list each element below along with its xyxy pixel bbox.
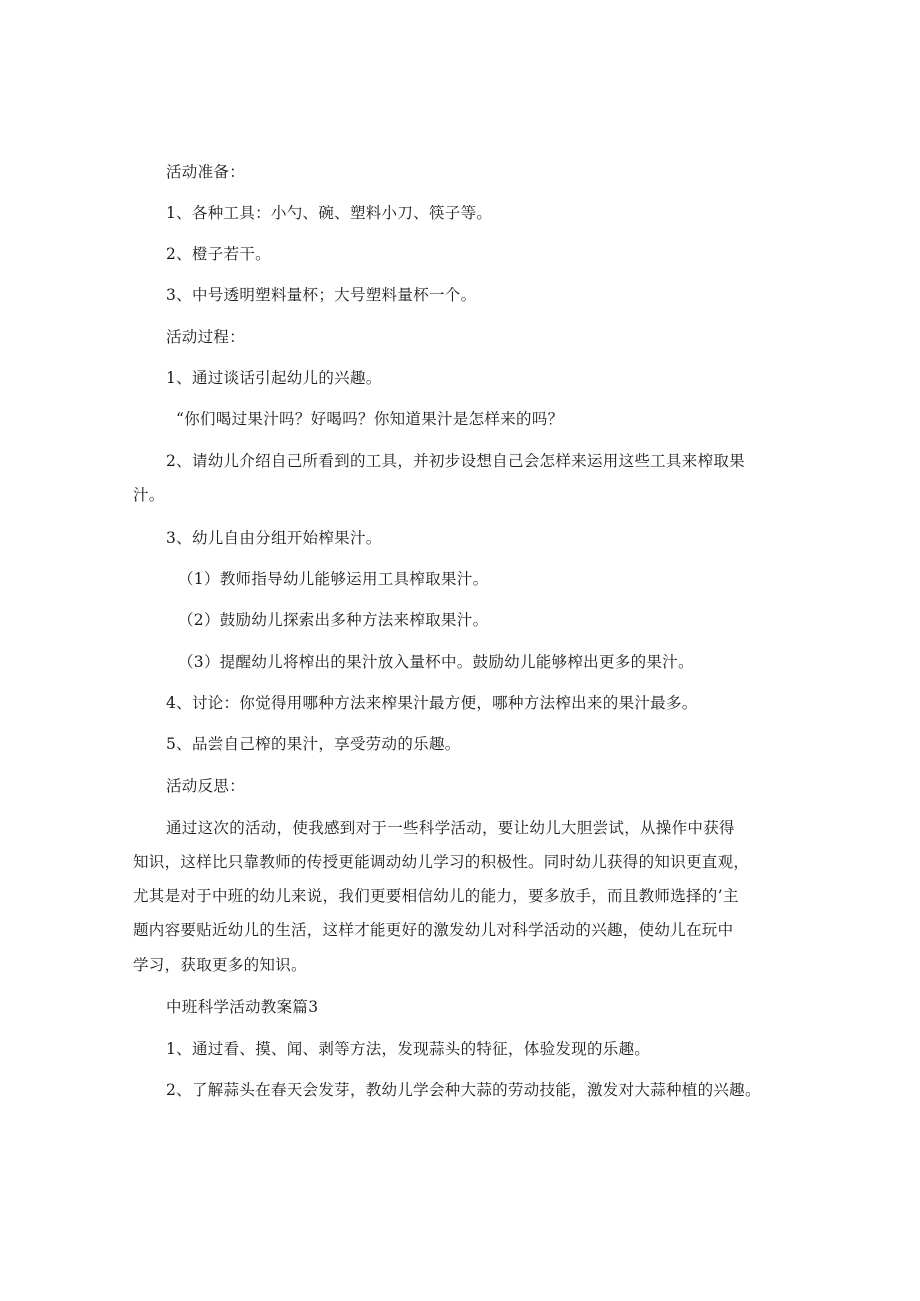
process-step: 5、品尝自己榨的果汁，享受劳动的乐趣。 [166, 735, 461, 753]
section-goal: 1、通过看、摸、闻、剥等方法，发现蒜头的特征，体验发现的乐趣。 [166, 1040, 651, 1058]
section-title: 中班科学活动教案篇3 [166, 998, 319, 1016]
process-substep: （2）鼓励幼儿探索出多种方法来榨取果汁。 [178, 611, 489, 629]
process-step: 1、通过谈话引起幼儿的兴趣。 [166, 369, 382, 387]
reflection-heading: 活动反思： [166, 777, 246, 795]
process-substep: （1）教师指导幼儿能够运用工具榨取果汁。 [178, 570, 489, 588]
prep-heading: 活动准备： [166, 163, 246, 181]
section-goal: 2、了解蒜头在春天会发芽，教幼儿学会种大蒜的劳动技能，激发对大蒜种植的兴趣。 [166, 1081, 761, 1099]
prep-item: 1、各种工具：小勺、碗、塑料小刀、筷子等。 [166, 204, 493, 222]
reflection-line: 知识，这样比只靠教师的传授更能调动幼儿学习的积极性。同时幼儿获得的知识更直观， [133, 853, 750, 871]
process-step: 4、讨论：你觉得用哪种方法来榨果汁最方便，哪种方法榨出来的果汁最多。 [166, 694, 698, 712]
process-step-continuation: 汁。 [133, 486, 165, 504]
reflection-line: 学习，获取更多的知识。 [133, 956, 307, 974]
prep-item: 3、中号透明塑料量杯；大号塑料量杯一个。 [166, 286, 477, 304]
reflection-line: 题内容要贴近幼儿的生活，这样才能更好的激发幼儿对科学活动的兴趣，使幼儿在玩中 [133, 921, 734, 939]
process-heading: 活动过程： [166, 328, 246, 346]
reflection-line: 尤其是对于中班的幼儿来说，我们更要相信幼儿的能力，要多放手，而且教师选择的’主 [133, 887, 739, 905]
prep-item: 2、橙子若干。 [166, 245, 271, 263]
process-quote: “你们喝过果汁吗？好喝吗？你知道果汁是怎样来的吗？ [176, 410, 564, 428]
process-step: 2、请幼儿介绍自己所看到的工具，并初步设想自己会怎样来运用这些工具来榨取果 [166, 452, 745, 470]
reflection-line: 通过这次的活动，使我感到对于一些科学活动，要让幼儿大胆尝试，从操作中获得 [166, 819, 735, 837]
process-step: 3、幼儿自由分组开始榨果汁。 [166, 529, 382, 547]
process-substep: （3）提醒幼儿将榨出的果汁放入量杯中。鼓励幼儿能够榨出更多的果汁。 [178, 653, 694, 671]
